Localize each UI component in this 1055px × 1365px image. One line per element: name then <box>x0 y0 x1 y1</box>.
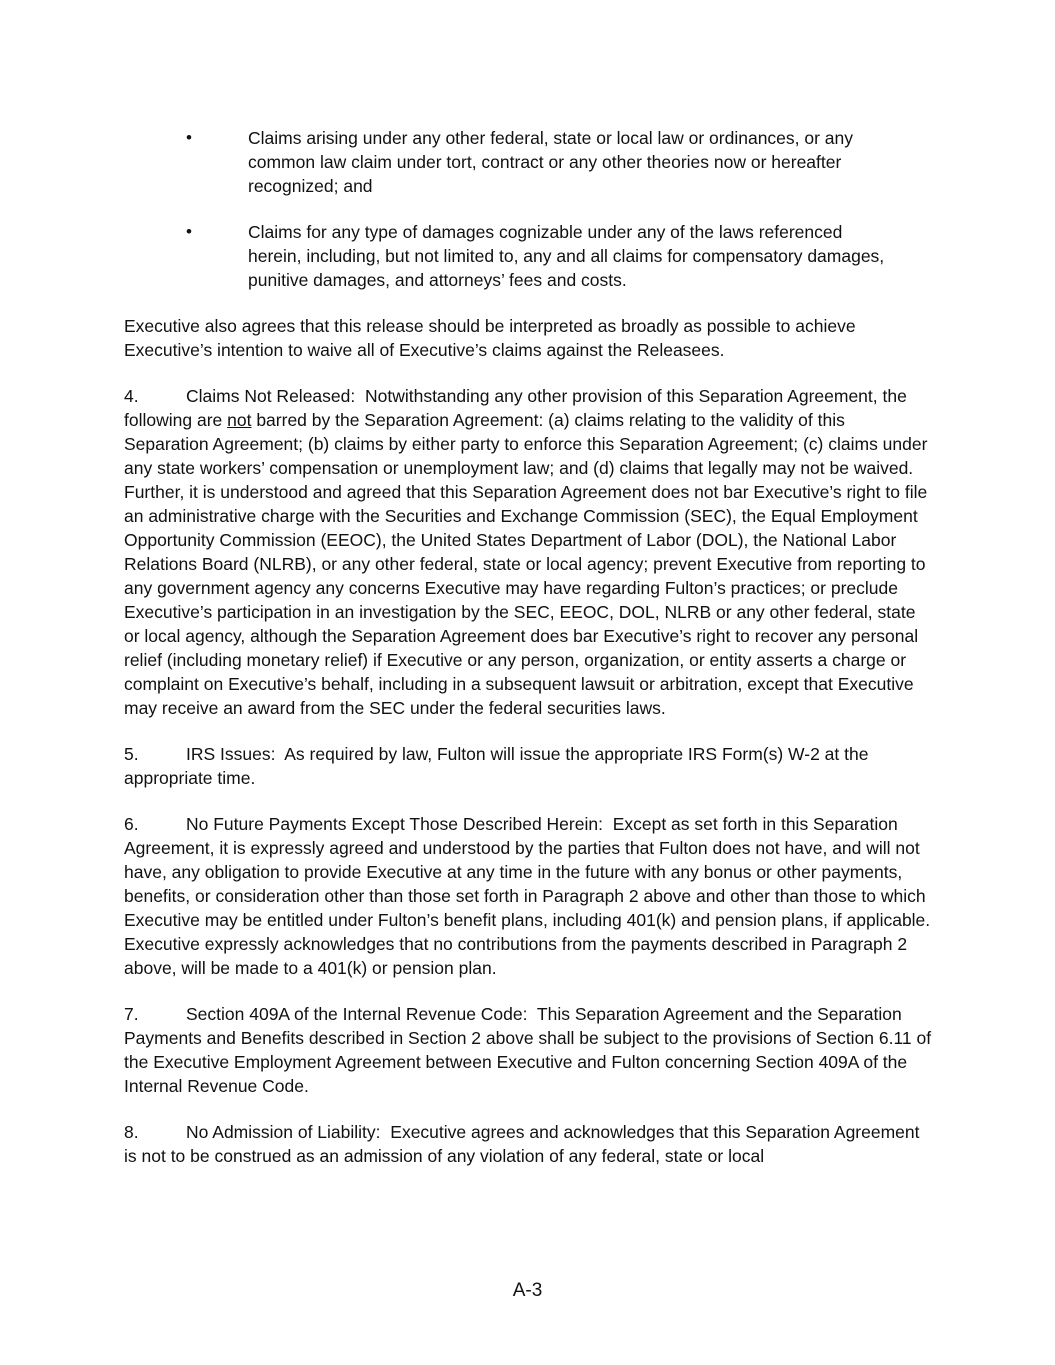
section-number: 6. <box>124 814 139 834</box>
section-text: This Separation Agreement and the Separation Payments and Benefits described in Section 2 above shall be subject to the provisions of Section 6.11 of the Executive Employment Agreement between Executive and Fulton concerning Section 409A of the Internal Revenue Code. <box>124 1004 932 1096</box>
section-4 <box>124 384 934 720</box>
section-heading: Section 409A of the Internal Revenue Code: <box>186 1004 528 1024</box>
section-heading: No Future Payments Except Those Described Herein: <box>186 814 603 834</box>
page-number: A-3 <box>512 1280 543 1301</box>
section-text: Notwithstanding any other provision of this Separation Agreement, the following are <box>124 386 907 430</box>
section-text: barred by the Separation Agreement: (a) claims relating to the validity of this Separation Agreement; (b) claims by either party to enforce this Separation Agreement; (c) claims under any state workers’ compensation or unemployment law; and (d) claims that legally may not be waived. Further, it is understood and agreed that this Separation Agreement does not bar Executive’s right to file an administrative charge with the Securities and Exchange Commission (SEC), the Equal Employment Opportunity Commission (EEOC), the United States Department of Labor (DOL), the National Labor Relations Board (NLRB), or any other federal, state or local agency; prevent Executive from reporting to any government agency any concerns Executive may have regarding Fulton’s practices; or preclude Executive’s participation in an investigation by the SEC, EEOC, DOL, NLRB or any other federal, state or local agency, although the Separation Agreement does bar Executive’s right to recover any personal relief (including monetary relief) if Executive or any person, organization, or entity asserts a charge or complaint on Executive’s behalf, including in a subsequent lawsuit or arbitration, except that Executive may receive an award from the SEC under the federal securities laws. <box>124 410 928 718</box>
section-8 <box>124 1120 934 1168</box>
section-number: 8. <box>124 1122 139 1142</box>
section-number: 4. <box>124 386 139 406</box>
bullet-text: Claims for any type of damages cognizable under any of the laws referenced herein, including, but not limited to, any and all claims for compensatory damages, punitive damages, and attorneys’ fees and costs. <box>248 222 885 290</box>
section-number: 7. <box>124 1004 139 1024</box>
section-7 <box>124 1002 934 1098</box>
section-text: Executive agrees and acknowledges that this Separation Agreement is not to be construed as an admission of any violation of any federal, state or local <box>124 1122 920 1166</box>
document-body <box>124 126 934 1190</box>
list-item <box>124 220 934 292</box>
intro-paragraph: Executive also agrees that this release should be interpreted as broadly as possible to achieve Executive’s intention to waive all of Executive’s claims against the Releasees. <box>124 316 856 360</box>
section-5 <box>124 742 934 790</box>
underlined-word: not <box>227 410 252 430</box>
section-text: Except as set forth in this Separation Agreement, it is expressly agreed and understood by the parties that Fulton does not have, and will not have, any obligation to provide Executive at any time in the future with any bonus or other payments, benefits, or consideration other than those set forth in Paragraph 2 above and other than those to which Executive may be entitled under Fulton’s benefit plans, including 401(k) and pension plans, if applicable. Executive expressly acknowledges that no contributions from the payments described in Paragraph 2 above, will be made to a 401(k) or pension plan. <box>124 814 931 978</box>
section-heading: No Admission of Liability: <box>186 1122 381 1142</box>
section-6 <box>124 812 934 980</box>
list-item <box>124 126 934 198</box>
section-text: As required by law, Fulton will issue the appropriate IRS Form(s) W-2 at the appropriate time. <box>124 744 869 788</box>
bullet-icon: • <box>186 128 192 147</box>
bullet-icon: • <box>186 222 192 241</box>
bullet-text: Claims arising under any other federal, state or local law or ordinances, or any common law claim under tort, contract or any other theories now or hereafter recognized; and <box>248 128 854 196</box>
section-number: 5. <box>124 744 139 764</box>
section-heading: IRS Issues: <box>186 744 276 764</box>
section-heading: Claims Not Released: <box>186 386 356 406</box>
